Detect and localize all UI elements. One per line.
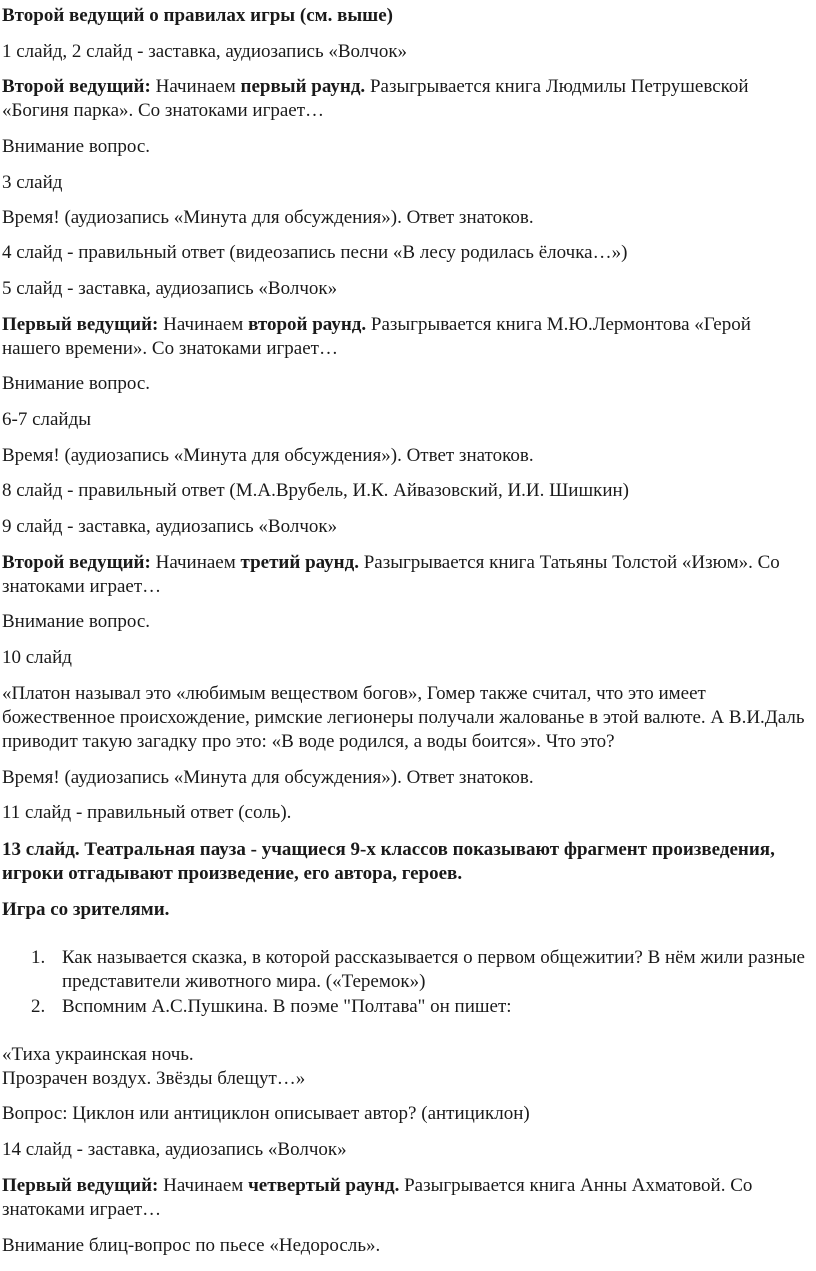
poem-line: «Тиха украинская ночь. xyxy=(2,1044,194,1065)
paragraph-poem-quote xyxy=(2,1043,808,1091)
paragraph-theatre-pause xyxy=(2,838,808,886)
list-number: 1. xyxy=(31,947,46,968)
paragraph-slide-5: 5 слайд - заставка, аудиозапись «Волчок» xyxy=(2,278,338,299)
paragraph-slide-4: 4 слайд - правильный ответ (видеозапись песни «В лесу родилась ёлочка…») xyxy=(2,242,628,263)
paragraph-attention: Внимание вопрос. xyxy=(2,373,151,394)
list-number: 2. xyxy=(31,996,46,1017)
paragraph-time: Время! (аудиозапись «Минута для обсуждения»). Ответ знатоков. xyxy=(2,767,534,788)
list-item xyxy=(0,946,808,994)
round-label: третий раунд. xyxy=(240,552,359,573)
paragraph-round-1: Второй ведущий: Начинаем первый раунд. Разыгрывается книга Людмилы Петрушевской «Богиня парка». Со знатоками играет… xyxy=(2,76,749,121)
list-item-text: Как называется сказка, в которой рассказывается о первом общежитии? В нём жили разные представители животного мира. («Теремок») xyxy=(62,947,805,992)
paragraph-slide-14: 14 слайд - заставка, аудиозапись «Волчок» xyxy=(2,1139,347,1160)
paragraph-audience-game xyxy=(2,898,808,922)
paragraph-slide-10: 10 слайд xyxy=(2,647,72,668)
paragraph-time: Время! (аудиозапись «Минута для обсуждения»). Ответ знатоков. xyxy=(2,207,534,228)
paragraph-round-4: Первый ведущий: Начинаем четвертый раунд. Разыгрывается книга Анны Ахматовой. Со знатоками играет… xyxy=(2,1175,753,1220)
speaker-label: Второй ведущий: xyxy=(2,76,151,97)
bold-text: Игра со зрителями. xyxy=(2,899,170,920)
paragraph-time: Время! (аудиозапись «Минута для обсуждения»). Ответ знатоков. xyxy=(2,445,534,466)
paragraph-rules-heading xyxy=(2,4,808,28)
paragraph-cyclone-question: Вопрос: Циклон или антициклон описывает автор? (антициклон) xyxy=(2,1103,530,1124)
paragraph-slide-8: 8 слайд - правильный ответ (М.А.Врубель, И.К. Айвазовский, И.И. Шишкин) xyxy=(2,480,629,501)
round-label: второй раунд. xyxy=(248,314,367,335)
paragraph-slide-3: 3 слайд xyxy=(2,172,63,193)
paragraph-round-2: Первый ведущий: Начинаем второй раунд. Разыгрывается книга М.Ю.Лермонтова «Герой нашего времени». Со знатоками играет… xyxy=(2,314,751,359)
paragraph-blitz-question: Внимание блиц-вопрос по пьесе «Недоросль». xyxy=(2,1235,381,1256)
paragraph-slides-1-2: 1 слайд, 2 слайд - заставка, аудиозапись «Волчок» xyxy=(2,41,408,62)
round-label: первый раунд. xyxy=(240,76,366,97)
speaker-label: Второй ведущий: xyxy=(2,552,151,573)
paragraph-slides-6-7: 6-7 слайды xyxy=(2,409,92,430)
paragraph-slide-11: 11 слайд - правильный ответ (соль). xyxy=(2,802,292,823)
speaker-label: Первый ведущий: xyxy=(2,314,159,335)
poem-line: Прозрачен воздух. Звёзды блещут…» xyxy=(2,1068,306,1089)
paragraph-round-3: Второй ведущий: Начинаем третий раунд. Разыгрывается книга Татьяны Толстой «Изюм». Со знатоками играет… xyxy=(2,552,780,597)
paragraph-slide-9: 9 слайд - заставка, аудиозапись «Волчок» xyxy=(2,516,338,537)
round-label: четвертый раунд. xyxy=(248,1175,400,1196)
speaker-label: Первый ведущий: xyxy=(2,1175,159,1196)
list-item-text: Вспомним А.С.Пушкина. В поэме "Полтава" он пишет: xyxy=(62,996,512,1017)
bold-text: Второй ведущий о правилах игры (см. выше) xyxy=(2,5,393,26)
paragraph-attention: Внимание вопрос. xyxy=(2,611,151,632)
bold-text: 13 слайд. Театральная пауза - учащиеся 9-х классов показывают фрагмент произведения, игроки отгадывают произведение, его автора, героев. xyxy=(2,839,775,884)
paragraph-question-salt: «Платон называл это «любимым веществом богов», Гомер также считал, что это имеет божественное происхождение, римские легионеры получали жалованье в этой валюте. А В.И.Даль приводит такую загадку про это: «В воде родился, а воды боится». Что это? xyxy=(2,683,805,752)
list-item xyxy=(0,995,808,1019)
paragraph-attention: Внимание вопрос. xyxy=(2,136,151,157)
